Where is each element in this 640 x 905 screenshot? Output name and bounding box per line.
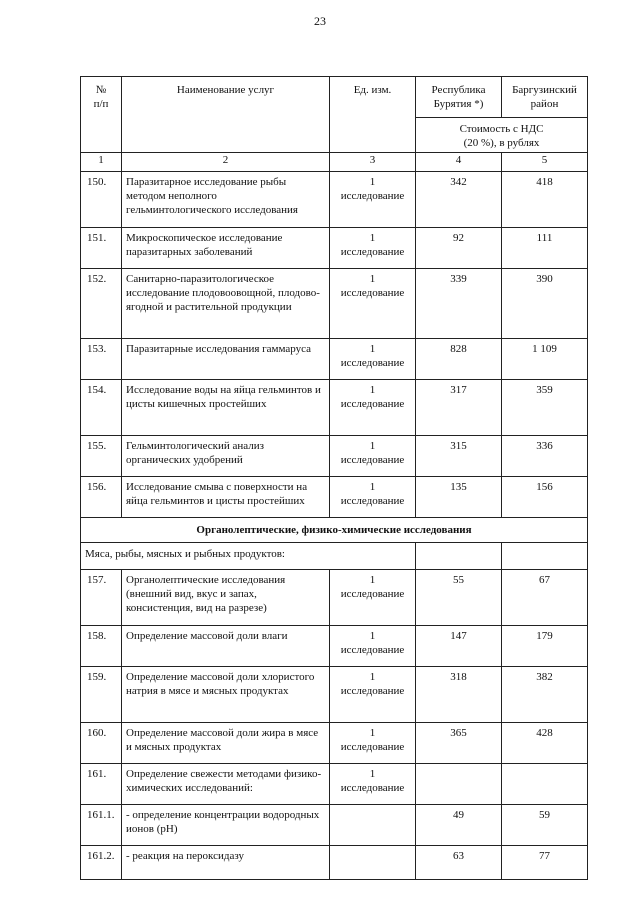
unit-of-measure xyxy=(330,805,416,846)
table-row xyxy=(81,339,588,380)
page-number: 23 xyxy=(314,14,326,28)
header-region2 xyxy=(502,77,588,118)
row-number: 156. xyxy=(81,477,122,518)
unit-of-measure: 1 исследование xyxy=(330,269,416,339)
price-buryatia: 49 xyxy=(416,805,502,846)
service-name: Определение массовой доли жира в мясе и мясных продуктах xyxy=(122,723,330,764)
price-barguzinsky: 1 109 xyxy=(502,339,588,380)
row-number: 154. xyxy=(81,380,122,436)
price-barguzinsky: 59 xyxy=(502,805,588,846)
price-buryatia: 365 xyxy=(416,723,502,764)
table-header-row xyxy=(81,77,588,118)
unit-of-measure: 1 исследование xyxy=(330,339,416,380)
service-name: Определение массовой доли влаги xyxy=(122,626,330,667)
table-row xyxy=(81,570,588,626)
table-row xyxy=(81,764,588,805)
unit-of-measure: 1 исследование xyxy=(330,436,416,477)
unit-of-measure: 1 исследование xyxy=(330,667,416,723)
col-index-1: 1 xyxy=(81,153,122,172)
unit-of-measure: 1 исследование xyxy=(330,380,416,436)
price-buryatia: 339 xyxy=(416,269,502,339)
price-barguzinsky: 179 xyxy=(502,626,588,667)
unit-of-measure: 1 исследование xyxy=(330,570,416,626)
col-index-3: 3 xyxy=(330,153,416,172)
header-region2-label: Баргузинский район xyxy=(512,84,577,110)
service-name: - реакция на пероксидазу xyxy=(122,846,330,880)
table-row xyxy=(81,436,588,477)
row-number: 161.1. xyxy=(81,805,122,846)
header-cost xyxy=(416,118,588,153)
price-buryatia: 318 xyxy=(416,667,502,723)
price-buryatia: 135 xyxy=(416,477,502,518)
service-name: Определение свежести методами физико-химических исследований: xyxy=(122,764,330,805)
price-buryatia: 315 xyxy=(416,436,502,477)
col-index-5: 5 xyxy=(502,153,588,172)
price-buryatia: 92 xyxy=(416,228,502,269)
row-number: 151. xyxy=(81,228,122,269)
price-barguzinsky: 390 xyxy=(502,269,588,339)
header-region1-label: Республика Бурятия *) xyxy=(431,84,486,110)
table-row xyxy=(81,380,588,436)
unit-of-measure: 1 исследование xyxy=(330,477,416,518)
price-buryatia: 147 xyxy=(416,626,502,667)
service-name: Исследование воды на яйца гельминтов и цисты кишечных простейших xyxy=(122,380,330,436)
table-row xyxy=(81,846,588,880)
row-number: 157. xyxy=(81,570,122,626)
row-number: 155. xyxy=(81,436,122,477)
service-name: Определение массовой доли хлористого натрия в мясе и мясных продуктах xyxy=(122,667,330,723)
row-number: 161.2. xyxy=(81,846,122,880)
price-barguzinsky: 359 xyxy=(502,380,588,436)
col-index-2: 2 xyxy=(122,153,330,172)
price-barguzinsky: 77 xyxy=(502,846,588,880)
subheading-row xyxy=(81,543,588,570)
section-title: Органолептические, физико-химические исследования xyxy=(81,518,588,543)
unit-of-measure xyxy=(330,846,416,880)
price-barguzinsky: 156 xyxy=(502,477,588,518)
price-barguzinsky: 418 xyxy=(502,172,588,228)
header-num-label: № п/п xyxy=(93,84,109,110)
service-name: Паразитарные исследования гаммаруса xyxy=(122,339,330,380)
price-barguzinsky: 111 xyxy=(502,228,588,269)
row-number: 161. xyxy=(81,764,122,805)
price-buryatia: 55 xyxy=(416,570,502,626)
price-barguzinsky: 428 xyxy=(502,723,588,764)
price-buryatia: 828 xyxy=(416,339,502,380)
service-name: Паразитарное исследование рыбы методом неполного гельминтологического исследования xyxy=(122,172,330,228)
table-row xyxy=(81,228,588,269)
header-cost-label: Стоимость с НДС (20 %), в рублях xyxy=(459,123,544,149)
price-buryatia xyxy=(416,764,502,805)
price-barguzinsky: 382 xyxy=(502,667,588,723)
table-row xyxy=(81,626,588,667)
service-name: Гельминтологический анализ органических удобрений xyxy=(122,436,330,477)
unit-of-measure: 1 исследование xyxy=(330,723,416,764)
header-region1 xyxy=(416,77,502,118)
column-index-row xyxy=(81,153,588,172)
subheading: Мяса, рыбы, мясных и рыбных продуктов: xyxy=(81,543,416,570)
table-row xyxy=(81,172,588,228)
service-name: Исследование смыва с поверхности на яйца гельминтов и цисты простейших xyxy=(122,477,330,518)
header-name-label: Наименование услуг xyxy=(176,84,275,96)
price-buryatia: 317 xyxy=(416,380,502,436)
header-unit-label: Ед. изм. xyxy=(353,84,392,96)
table-row xyxy=(81,667,588,723)
header-name xyxy=(122,77,330,153)
unit-of-measure: 1 исследование xyxy=(330,764,416,805)
price-table xyxy=(80,76,588,880)
price-barguzinsky: 67 xyxy=(502,570,588,626)
col-index-4: 4 xyxy=(416,153,502,172)
row-number: 150. xyxy=(81,172,122,228)
section-row xyxy=(81,518,588,543)
header-num xyxy=(81,77,122,153)
unit-of-measure: 1 исследование xyxy=(330,626,416,667)
service-name: Органолептические исследования (внешний вид, вкус и запах, консистенция, вид на разрезе) xyxy=(122,570,330,626)
service-name: Санитарно-паразитологическое исследование плодовоовощной, плодово-ягодной и растительной продукции xyxy=(122,269,330,339)
table-row xyxy=(81,477,588,518)
price-barguzinsky: 336 xyxy=(502,436,588,477)
row-number: 160. xyxy=(81,723,122,764)
unit-of-measure: 1 исследование xyxy=(330,228,416,269)
row-number: 159. xyxy=(81,667,122,723)
unit-of-measure: 1 исследование xyxy=(330,172,416,228)
service-name: Микроскопическое исследование паразитарных заболеваний xyxy=(122,228,330,269)
service-name: - определение концентрации водородных ионов (рН) xyxy=(122,805,330,846)
row-number: 152. xyxy=(81,269,122,339)
price-buryatia: 63 xyxy=(416,846,502,880)
empty-cell xyxy=(502,543,588,570)
price-buryatia: 342 xyxy=(416,172,502,228)
header-unit xyxy=(330,77,416,153)
price-barguzinsky xyxy=(502,764,588,805)
row-number: 153. xyxy=(81,339,122,380)
table-row xyxy=(81,269,588,339)
table-row xyxy=(81,723,588,764)
row-number: 158. xyxy=(81,626,122,667)
empty-cell xyxy=(416,543,502,570)
table-row xyxy=(81,805,588,846)
